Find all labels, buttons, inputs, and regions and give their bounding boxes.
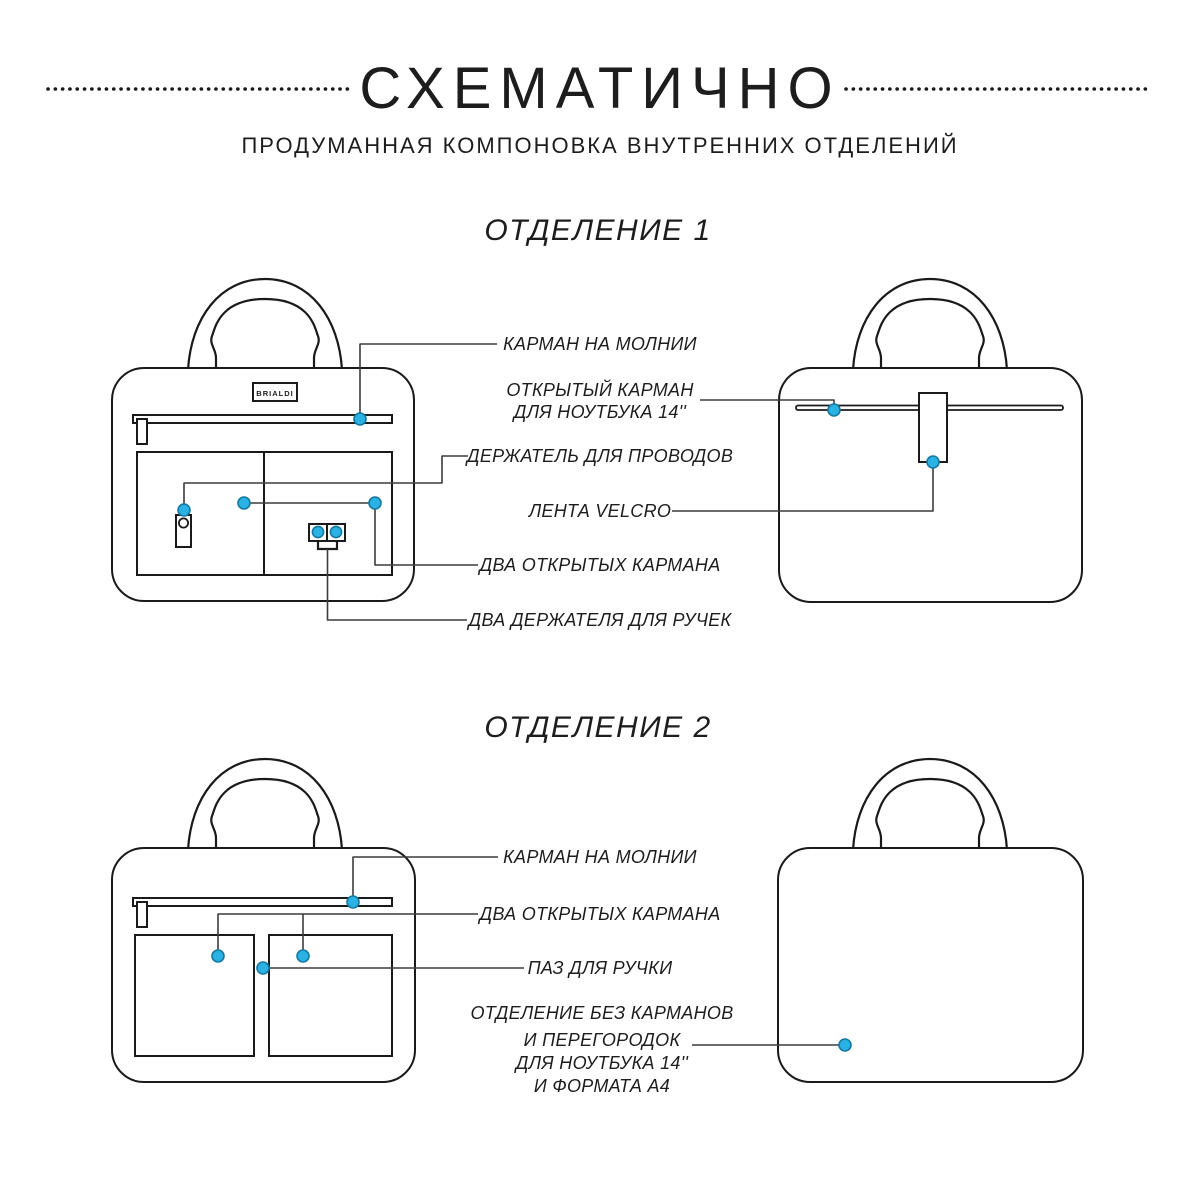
label-empty-compartment-line2: И ПЕРЕГОРОДОК — [523, 1030, 681, 1050]
zipper-pull — [137, 902, 147, 927]
zipper-pull — [137, 419, 147, 444]
bag-handle-icon — [188, 279, 342, 370]
bag-body — [778, 848, 1083, 1082]
marker-empty-compartment — [839, 1039, 851, 1051]
label-handle-slot: ПАЗ ДЛЯ РУЧКИ — [527, 958, 673, 978]
label-laptop-pocket-line1: ОТКРЫТЫЙ КАРМАН — [506, 380, 694, 400]
marker-pen-holder-left — [312, 526, 323, 537]
velcro-strap — [919, 393, 947, 462]
label-cable-holder: ДЕРЖАТЕЛЬ ДЛЯ ПРОВОДОВ — [466, 446, 734, 466]
bag-handle-icon — [853, 279, 1007, 370]
bag-compartment2-front — [112, 759, 415, 1082]
page-title: СХЕМАТИЧНО — [359, 56, 841, 121]
pocket-left — [135, 935, 254, 1056]
label-laptop-pocket-line2: ДЛЯ НОУТБУКА 14'' — [513, 402, 687, 422]
marker-open-pocket-right-2 — [297, 950, 309, 962]
label-two-open-pockets-2: ДВА ОТКРЫТЫХ КАРМАНА — [479, 904, 721, 924]
pocket-right — [269, 935, 392, 1056]
label-zip-pocket-2: КАРМАН НА МОЛНИИ — [503, 847, 697, 867]
marker-open-pocket-left — [238, 497, 250, 509]
label-velcro: ЛЕНТА VELCRO — [528, 501, 672, 521]
marker-zip-pocket — [354, 413, 366, 425]
marker-cable-holder — [178, 504, 190, 516]
cable-holder-ring-icon — [179, 518, 188, 527]
label-empty-compartment-line4: И ФОРМАТА А4 — [533, 1076, 671, 1096]
marker-open-pocket-right — [369, 497, 381, 509]
marker-pen-holder-right — [330, 526, 341, 537]
marker-handle-slot — [257, 962, 269, 974]
section1-heading: ОТДЕЛЕНИЕ 1 — [484, 214, 712, 247]
brand-logo-text: BRIALDI — [256, 389, 294, 398]
marker-laptop-pocket — [828, 404, 840, 416]
bag-handle-icon — [188, 759, 342, 850]
section2-heading: ОТДЕЛЕНИЕ 2 — [484, 711, 712, 744]
bag-compartment2-back — [778, 759, 1083, 1082]
label-two-pen-holders: ДВА ДЕРЖАТЕЛЯ ДЛЯ РУЧЕК — [468, 610, 732, 630]
bag-handle-icon — [853, 759, 1007, 850]
label-empty-compartment-line1: ОТДЕЛЕНИЕ БЕЗ КАРМАНОВ — [470, 1003, 734, 1023]
marker-zip-pocket-2 — [347, 896, 359, 908]
zipper-bar — [133, 415, 392, 423]
marker-velcro — [927, 456, 939, 468]
label-empty-compartment-line3: ДЛЯ НОУТБУКА 14'' — [515, 1053, 689, 1073]
bag-compartment1-back — [779, 279, 1082, 602]
bag-compartment1-front — [112, 279, 414, 601]
page-subtitle: ПРОДУМАННАЯ КОМПОНОВКА ВНУТРЕННИХ ОТДЕЛЕНИЙ — [241, 133, 959, 158]
label-zip-pocket: КАРМАН НА МОЛНИИ — [503, 334, 697, 354]
marker-open-pocket-left-2 — [212, 950, 224, 962]
label-two-open-pockets: ДВА ОТКРЫТЫХ КАРМАНА — [479, 555, 721, 575]
